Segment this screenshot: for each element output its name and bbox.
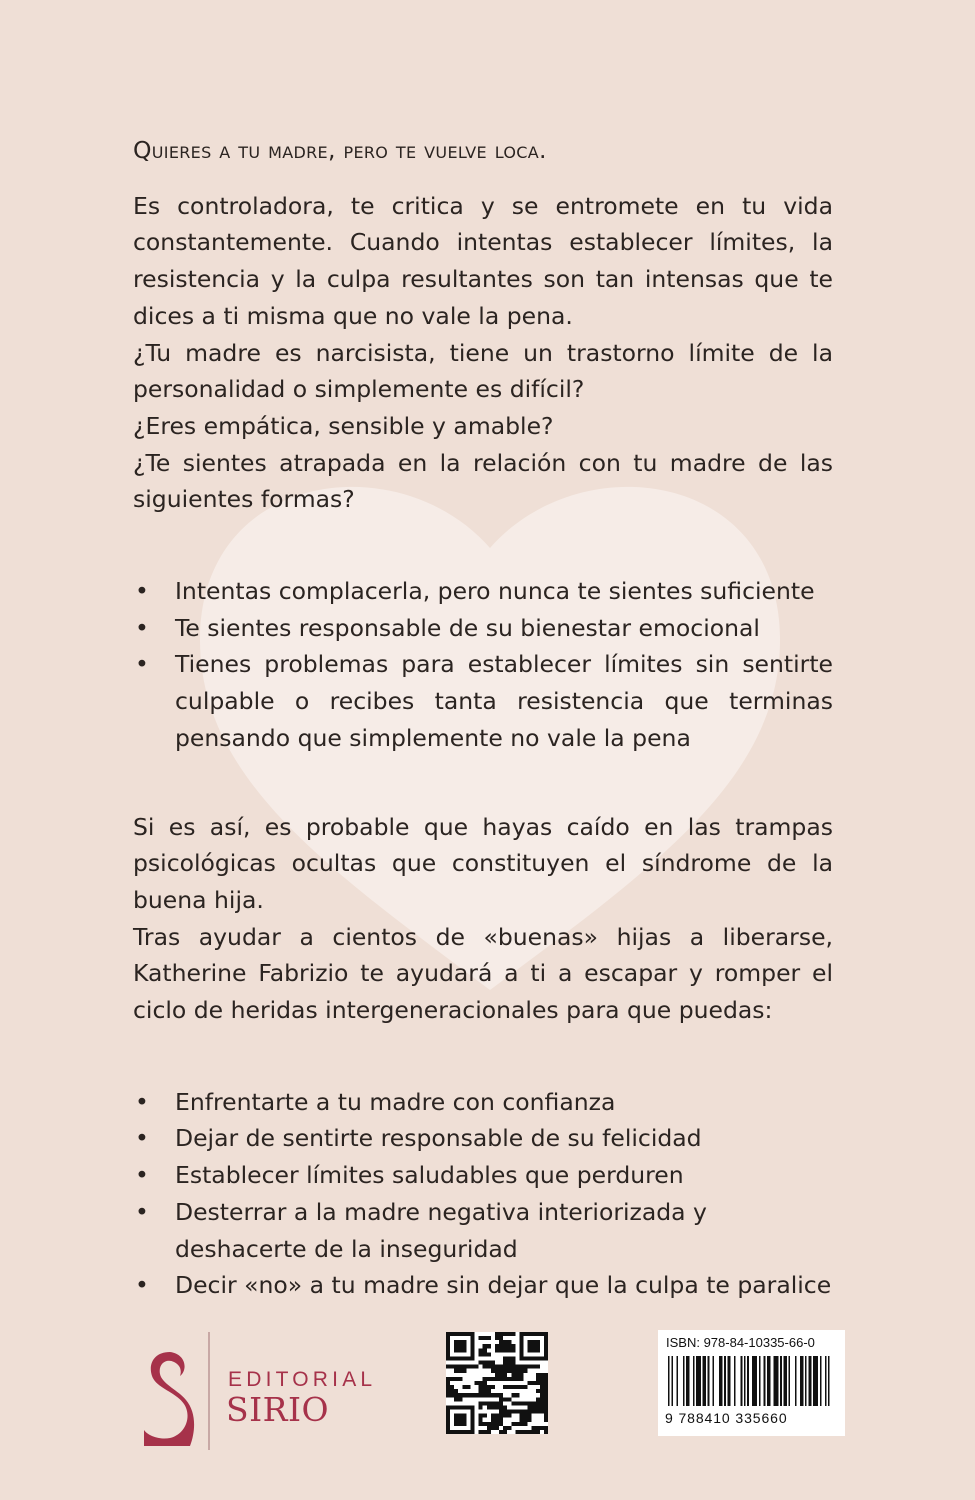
logo-divider [208,1332,210,1450]
paragraph-description: Es controladora, te critica y se entromete en tu vida constantemente. Cuando intentas establecer límites, la resistencia y la culpa resultantes son tan intensas que te dices a ti misma que no vale la pena. [133,191,833,330]
list-item: • Tienes problemas para establecer límites sin sentirte culpable o recibes tanta resistencia que terminas pensando que simplemente no vale la pena [135,650,833,752]
paragraph-author: Tras ayudar a cientos de «buenas» hijas a liberarse, Katherine Fabrizio te ayudará a ti a escapar y romper el ciclo de heridas intergeneracionales para que puedas: [133,922,833,1025]
list-item: • Decir «no» a tu madre sin dejar que la culpa te paralice [135,1271,832,1300]
blurb [133,132,833,1304]
barcode-icon [658,1356,845,1416]
list-item: • Dejar de sentirte responsable de su felicidad [135,1124,702,1153]
question-empathic: ¿Eres empática, sensible y amable? [133,411,554,440]
list-item: • Intentas complacerla, pero nunca te sientes suficiente [135,577,815,606]
qr-code-icon [446,1332,548,1434]
question-trapped: ¿Te sientes atrapada en la relación con tu madre de las siguientes formas? [133,448,833,514]
paragraph-syndrome: Si es así, es probable que hayas caído en las trampas psicológicas ocultas que constituyen el síndrome de la buena hija. [133,812,833,914]
list-item: • Te sientes responsable de su bienestar emocional [135,613,760,642]
ean-digits: 9 788410 335660 [665,1410,788,1426]
question-narcissist: ¿Tu madre es narcisista, tiene un trastorno límite de la personalidad o simplemente es difícil? [133,338,833,404]
list-item: • Desterrar a la madre negativa interiorizada y deshacerte de la inseguridad [135,1197,707,1263]
list-item: • Enfrentarte a tu madre con confianza [135,1087,616,1116]
publisher-line1: EDITORIAL [228,1368,377,1391]
swan-s-logo-icon [140,1350,198,1450]
isbn-barcode [658,1330,845,1436]
isbn-label: ISBN: 978-84-10335-66-0 [666,1335,815,1350]
publisher-logo [140,1332,380,1450]
list-item: • Establecer límites saludables que perduren [135,1161,684,1190]
intro-line: Quieres a tu madre, pero te vuelve loca. [133,136,547,164]
benefits-list [133,1084,833,1304]
symptom-list [133,573,833,757]
publisher-line2: SIRIO [226,1390,330,1429]
